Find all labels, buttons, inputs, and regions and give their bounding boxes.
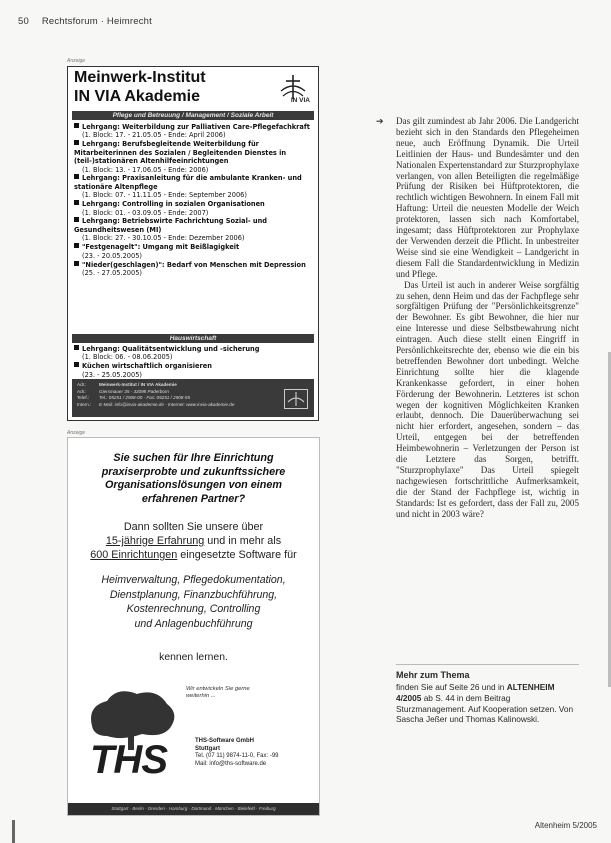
ad1-course-list bbox=[74, 123, 310, 278]
footer-row: Intern.: E-Mail: info@invia-akademie.de · Internet: www.invia-akademie.de bbox=[77, 401, 235, 407]
ad1-title1: Meinwerk-Institut bbox=[74, 69, 206, 86]
bullet-square-icon bbox=[74, 140, 79, 145]
page-number: 50 bbox=[18, 16, 29, 27]
list-item: Lehrgang: Praxisanleitung für die ambulante Kranken- und stationäre Altenpflege (1. Block: 07. - 11.11.05 - Ende: September 2006) bbox=[74, 174, 302, 200]
bullet-square-icon bbox=[74, 345, 79, 350]
footer-row: Adr.: Meinwerk-Institut / IN VIA Akademie bbox=[77, 382, 177, 387]
list-item: "Festgenagelt": Umgang mit Beißlagigkeit (23. - 20.05.2005) bbox=[74, 243, 310, 260]
footer-row: Adr.: Giersmauer 35 - 33098 Paderborn bbox=[77, 388, 169, 394]
list-item: Lehrgang: Qualitätsentwicklung und -sicherung (1. Block: 06. - 08.06.2005) bbox=[74, 345, 310, 362]
more-title: Mehr zum Thema bbox=[396, 670, 470, 680]
ths-logo: THS bbox=[90, 738, 167, 782]
article-paragraph: Das gilt zumindest ab Jahr 2006. Die Landgericht bezieht sich in den Standards den Pflegeheimen neue, auch Eröffnung Dynamik. Die Urteil Leitlinien der Haus- und Bundesämter und den Nationalen Expertenstandard zur Sturzprophylaxe verlangen, von allen Beteiligten die regelmäßige Prüfung der Risiken bei Hüftprotektoren, die rechtlich wichtigen Bewohnern. In einem Fall mit Haftung: Urteil die neuesten Modelle der Weich protektoren, lassen sich nach Komfortabel, ingesamt; dass Hüftprotektoren zur Prophylaxe der Verwenden derzeit die Pflicht. In unbestreiter Weise sind sie eine Wendigkeit – Landgericht in diesem Fall die Standardentwicklung in Medizin und Pflege. bbox=[396, 116, 579, 279]
emblem-icon bbox=[284, 389, 308, 409]
list-item: Lehrgang: Betriebswirte Fachrichtung Sozial- und Gesundheitswesen (MI) (1. Block: 27. - 30.10.05 - Ende: Dezember 2006) bbox=[74, 217, 268, 243]
ad-meinwerk bbox=[67, 66, 319, 421]
ad1-bar-pflege: Pflege und Betreuung / Management / Soziale Arbeit bbox=[72, 111, 314, 120]
list-item: Lehrgang: Controlling in sozialen Organisationen (1. Block: 01. - 03.09.05 - Ende: 2007) bbox=[74, 200, 310, 217]
ad1-course-list-2 bbox=[74, 345, 310, 380]
arrow-right-icon: ➔ bbox=[376, 116, 384, 126]
article-paragraph: Das Urteil ist auch in anderer Weise sorgfältig zu sehen, denn Heim und das der Fachpflege sehr sorgfältigen Prüfung der "Persönlichkeitsgrenze" der Bewohner. Es gibt Bewohner, die hier nur eine Interesse und diese Selbstbewahrung nicht eintragen. Auch diese stellt einen Eingriff in Persönlichkeitsrechte der, ebenso wie die ein bis betreffenden Bewohner dort unbedingt. Welche Einrichtung sollte hier die klagende Krankenkasse gefordert, in einer hohen Förderung der Bewohnerin. Letzteres ist schon wegen der kognitiven Möglichkeiten Kranken erlaubt, dennoch. Die Dauerüberwachung sei nicht hier erfordert, angesehen, sondern – das Urteil, entgegen bei der betreffenden Heimbewohnerin – Verletzungen der Person ist die Letztere das Sorgen, betrifft. "Sturzprophylaxe" Das Urteil spiegelt nachgewiesen fortschrittliche Aufmerksamkeit, die der Stand der Fachpflege ist, wichtig in Standards: Ist es gefordert, dass der Fall zu, 2005 und nicht in 2003 wäre? bbox=[396, 279, 579, 519]
ad2-slogan: Wir entwickeln Sie gerne weiterhin ... bbox=[186, 686, 250, 700]
bullet-square-icon bbox=[74, 200, 79, 205]
article-column bbox=[376, 116, 579, 520]
list-item: "Nieder(geschlagen)": Bedarf von Menschen mit Depression (25. - 27.05.2005) bbox=[74, 261, 310, 278]
page-footer: Altenheim 5/2005 bbox=[534, 821, 597, 830]
bullet-square-icon bbox=[74, 261, 79, 266]
footer-row: Telef.: Tel.: 05251 / 2908-00 · Fax: 05251 / 2908-55 bbox=[77, 395, 191, 401]
bullet-square-icon bbox=[74, 123, 79, 128]
list-item: Küchen wirtschaftlich organisieren (23. - 25.05.2005) bbox=[74, 362, 310, 379]
page-header bbox=[18, 16, 152, 27]
list-item: Lehrgang: Weiterbildung zur Palliativen Care-Pflegefachkraft (1. Block: 17. - 21.05.05 - Ende: April 2006) bbox=[74, 123, 310, 140]
ad-label-2: Anzeige bbox=[67, 430, 86, 436]
bullet-square-icon bbox=[74, 362, 79, 367]
divider bbox=[396, 664, 579, 665]
list-item: Lehrgang: Berufsbegleitende Weiterbildung für Mitarbeiterinnen des Sozialen / Begleitenden Dienstes in (teil-)stationären Altenhilfeeinrichtungen (1. Block: 13. - 17.06.05 - Ende: 2006) bbox=[74, 140, 287, 174]
ad2-experience: Dann sollten Sie unsere über 15-jährige Erfahrung und in mehr als 600 Einrichtungen eingesetzte Software für bbox=[90, 521, 297, 561]
page-edge-left bbox=[12, 820, 15, 843]
ad1-contact-footer bbox=[72, 379, 314, 417]
ad1-title2: IN VIA Akademie bbox=[74, 88, 200, 105]
bullet-square-icon bbox=[74, 243, 79, 248]
bullet-square-icon bbox=[74, 174, 79, 179]
more-body: finden Sie auf Seite 26 und in ALTENHEIM 4/2005 ab S. 44 in dem Beitrag Sturzmanagement. Auf Kooperation setzen. Von Sascha Jeßer und Thomas Kalinowski. bbox=[396, 682, 574, 725]
ad-label-1: Anzeige bbox=[67, 58, 86, 64]
bullet-square-icon bbox=[74, 217, 79, 222]
ad2-locations-strip: Stuttgart · Berlin · Dresden · Hamburg · Dortmund · München · Bielefeld · Freiburg bbox=[68, 803, 319, 815]
ad-ths bbox=[67, 437, 320, 816]
ad2-learn: kennen lernen. bbox=[159, 652, 228, 663]
ad1-bar-hauswirtschaft: Hauswirtschaft bbox=[72, 334, 314, 343]
ad2-company: THS-Software GmbH Stuttgart Tel. (07 11) 9874-11-0, Fax: -99 Mail: info@ths-software.de bbox=[195, 738, 279, 767]
ad2-headline: Sie suchen für Ihre Einrichtung praxiserprobte und zukunftssichere Organisationslösungen von einem erfahrenen Partner? bbox=[101, 452, 286, 505]
invia-logo-text: IN VIA bbox=[290, 97, 310, 104]
section-title: Rechtsforum · Heimrecht bbox=[41, 16, 152, 27]
more-on-topic-box bbox=[396, 670, 579, 725]
ad2-services: Heimverwaltung, Pflegedokumentation, Dienstplanung, Finanzbuchführung, Kostenrechnung, Controlling und Anlagenbuchführung bbox=[101, 574, 286, 630]
